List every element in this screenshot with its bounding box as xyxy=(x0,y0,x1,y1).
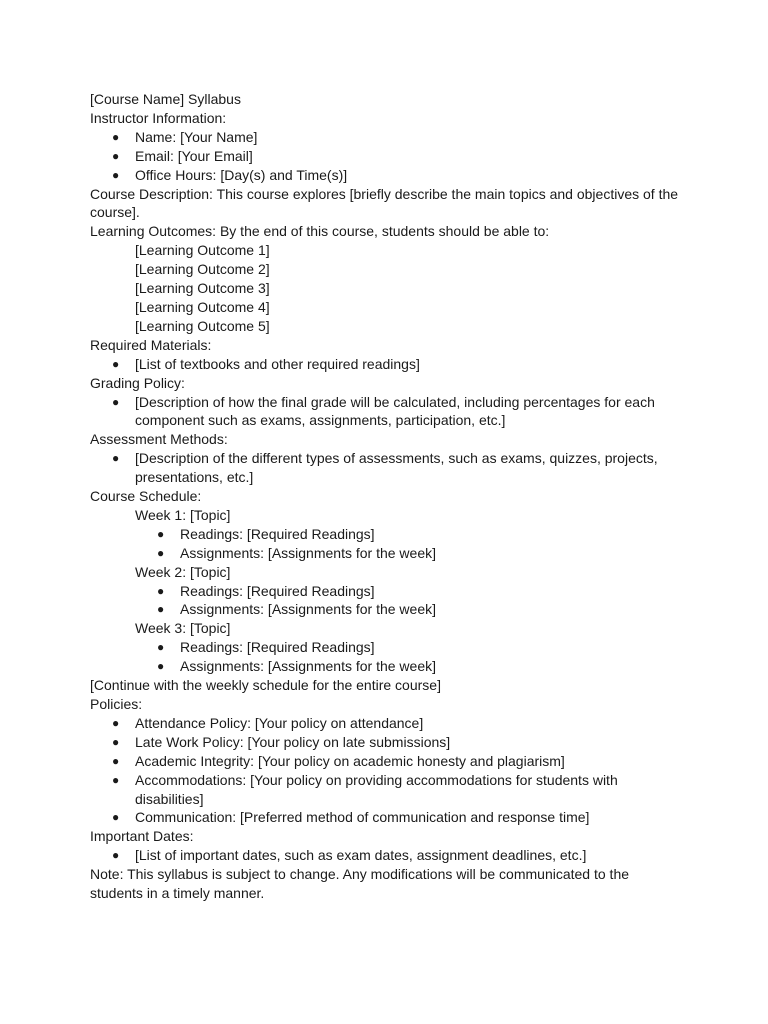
list-item: ● Assignments: [Assignments for the week] xyxy=(157,658,436,675)
assessment-heading: Assessment Methods: xyxy=(90,431,228,448)
bullet-icon: ● xyxy=(112,772,120,787)
list-item: ● Readings: [Required Readings] xyxy=(157,525,375,542)
document-title: [Course Name] Syllabus xyxy=(90,91,241,107)
course-description: Course Description: This course explores [briefly describe the main topics and objectives of the xyxy=(90,185,679,202)
list-item: ● [Description of how the final grade will be calculated, including percentages for each xyxy=(112,393,655,410)
bullet-icon: ● xyxy=(112,810,120,825)
bullet-icon: ● xyxy=(112,753,120,768)
list-item: ● Late Work Policy: [Your policy on late submissions] xyxy=(112,733,451,750)
syllabus-document xyxy=(90,90,690,903)
bullet-icon: ● xyxy=(157,545,165,560)
list-item: ● [Description of the different types of assessments, such as exams, quizzes, projects, xyxy=(112,450,658,467)
learning-outcome: [Learning Outcome 1] xyxy=(135,242,270,259)
learning-outcome: [Learning Outcome 3] xyxy=(135,280,270,297)
grading-heading: Grading Policy: xyxy=(90,374,185,391)
bullet-icon: ● xyxy=(112,848,120,863)
list-item: ● Name: [Your Name] xyxy=(112,128,258,145)
bullet-icon: ● xyxy=(157,526,165,541)
materials-heading: Required Materials: xyxy=(90,336,212,353)
week-label: Week 2: [Topic] xyxy=(135,563,231,580)
schedule-continue: [Continue with the weekly schedule for the entire course] xyxy=(90,677,441,694)
list-item-cont: component such as exams, assignments, participation, etc.] xyxy=(135,412,506,429)
dates-heading: Important Dates: xyxy=(90,828,194,845)
learning-outcome: [Learning Outcome 5] xyxy=(135,317,270,334)
list-item: ● Email: [Your Email] xyxy=(112,147,253,164)
list-item: ● Attendance Policy: [Your policy on attendance] xyxy=(112,714,424,731)
list-item: ● [List of important dates, such as exam dates, assignment deadlines, etc.] xyxy=(112,847,587,864)
list-item: ● Accommodations: [Your policy on providing accommodations for students with xyxy=(112,771,618,788)
list-item-cont: presentations, etc.] xyxy=(135,469,254,486)
list-item: ● Assignments: [Assignments for the week] xyxy=(157,601,436,618)
policies-heading: Policies: xyxy=(90,696,143,712)
instructor-heading: Instructor Information: xyxy=(90,109,227,126)
bullet-icon: ● xyxy=(112,129,120,144)
bullet-icon: ● xyxy=(112,451,120,466)
learning-outcome: [Learning Outcome 2] xyxy=(135,261,270,278)
learning-outcome: [Learning Outcome 4] xyxy=(135,298,270,315)
week-label: Week 1: [Topic] xyxy=(135,506,231,523)
bullet-icon: ● xyxy=(157,659,165,674)
list-item: ● Office Hours: [Day(s) and Time(s)] xyxy=(112,166,348,183)
course-description-cont: course]. xyxy=(90,204,140,221)
bullet-icon: ● xyxy=(157,640,165,655)
list-item: ● [List of textbooks and other required readings] xyxy=(112,355,420,372)
bullet-icon: ● xyxy=(112,167,120,182)
list-item: ● Readings: [Required Readings] xyxy=(157,582,375,599)
bullet-icon: ● xyxy=(157,583,165,598)
note-text-cont: students in a timely manner. xyxy=(90,885,265,902)
outcomes-heading: Learning Outcomes: By the end of this course, students should be able to: xyxy=(90,223,550,240)
bullet-icon: ● xyxy=(112,148,120,163)
list-item-cont: disabilities] xyxy=(135,790,204,807)
note-text: Note: This syllabus is subject to change. Any modifications will be communicated to the xyxy=(90,866,630,883)
bullet-icon: ● xyxy=(157,602,165,617)
bullet-icon: ● xyxy=(112,734,120,749)
bullet-icon: ● xyxy=(112,394,120,409)
schedule-heading: Course Schedule: xyxy=(90,488,202,505)
list-item: ● Readings: [Required Readings] xyxy=(157,639,375,656)
list-item: ● Academic Integrity: [Your policy on academic honesty and plagiarism] xyxy=(112,752,565,769)
bullet-icon: ● xyxy=(112,356,120,371)
bullet-icon: ● xyxy=(112,715,120,730)
list-item: ● Assignments: [Assignments for the week] xyxy=(157,544,436,561)
week-label: Week 3: [Topic] xyxy=(135,620,231,637)
list-item: ● Communication: [Preferred method of communication and response time] xyxy=(112,809,590,826)
